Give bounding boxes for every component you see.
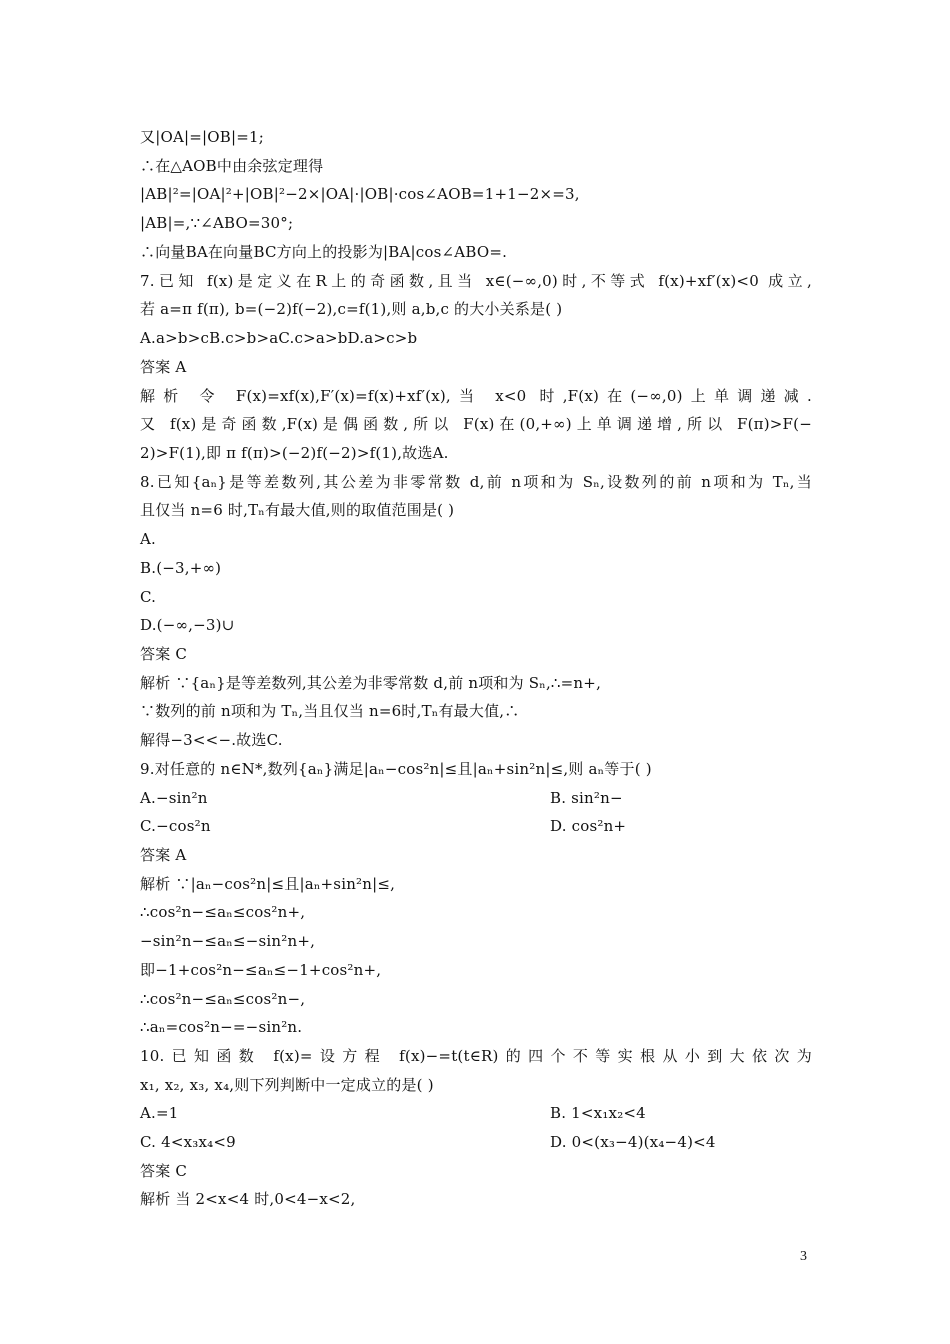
text-line: −sin²n−≤aₙ≤−sin²n+, xyxy=(140,932,316,950)
question-7-stem: 7.已知 f(x)是定义在R上的奇函数,且当 x∈(−∞,0)时,不等式 f(x)+xf′(x)<0 成立, xyxy=(140,272,812,290)
option-b: B. sin²n− xyxy=(550,789,623,807)
question-9-stem: 9.对任意的 n∈N*,数列{aₙ}满足|aₙ−cos²n|≤且|aₙ+sin²n|≤,则 aₙ等于( ) xyxy=(140,760,652,778)
text-line: 解得−3<<−.故选C. xyxy=(140,731,283,749)
answer-label: 答案 A xyxy=(140,358,187,376)
answer-label: 答案 A xyxy=(140,846,187,864)
text-line: x₁, x₂, x₃, x₄,则下列判断中一定成立的是( ) xyxy=(140,1076,434,1094)
analysis-line: 解析 令 F(x)=xf(x),F′(x)=f(x)+xf′(x),当 x<0 时,F(x)在(−∞,0)上单调递减. xyxy=(140,387,812,405)
question-10-stem: 10.已知函数 f(x)=设方程 f(x)−=t(t∈R)的四个不等实根从小到大依次为 xyxy=(140,1047,812,1065)
text-line: ∵数列的前 n项和为 Tₙ,当且仅当 n=6时,Tₙ有最大值,∴ xyxy=(140,702,520,720)
text-line: ∴向量BA在向量BC方向上的投影为|BA|cos∠ABO=. xyxy=(140,243,508,261)
analysis-line: 解析 ∵{aₙ}是等差数列,其公差为非零常数 d,前 n项和为 Sₙ,∴=n+, xyxy=(140,674,602,692)
option-c: C.−cos²n xyxy=(140,817,211,835)
question-8-stem: 8.已知{aₙ}是等差数列,其公差为非零常数 d,前 n项和为 Sₙ,设数列的前 n项和为 Tₙ,当 xyxy=(140,473,812,491)
option-b: B. 1<x₁x₂<4 xyxy=(550,1104,646,1122)
option-a: A. xyxy=(140,530,157,548)
text-line: ∴aₙ=cos²n−=−sin²n. xyxy=(140,1018,303,1036)
text-line: 且仅当 n=6 时,Tₙ有最大值,则的取值范围是( ) xyxy=(140,501,455,519)
text-line: ∴cos²n−≤aₙ≤cos²n−, xyxy=(140,990,306,1008)
option-a: A.−sin²n xyxy=(140,789,208,807)
question-7-options: A.a>b>cB.c>b>aC.c>a>bD.a>c>b xyxy=(140,329,418,347)
text-line: |AB|=,∵∠ABO=30°; xyxy=(140,214,294,232)
text-line: 又 f(x)是奇函数,F(x)是偶函数,所以 F(x)在(0,+∞)上单调递增,所以 F(π)>F(− xyxy=(140,415,812,433)
text-line: 又|OA|=|OB|=1; xyxy=(140,128,264,146)
text-line: 若 a=π f(π), b=(−2)f(−2),c=f(1),则 a,b,c 的大小关系是( ) xyxy=(140,300,563,318)
option-a: A.=1 xyxy=(140,1104,179,1122)
text-line: 即−1+cos²n−≤aₙ≤−1+cos²n+, xyxy=(140,961,382,979)
options-row xyxy=(140,816,627,836)
option-d: D. cos²n+ xyxy=(550,817,627,835)
analysis-line: 解析 当 2<x<4 时,0<4−x<2, xyxy=(140,1190,356,1208)
text-line: |AB|²=|OA|²+|OB|²−2×|OA|·|OB|·cos∠AOB=1+1−2×=3, xyxy=(140,185,580,203)
text-line: ∴cos²n−≤aₙ≤cos²n+, xyxy=(140,903,306,921)
option-c: C. xyxy=(140,588,157,606)
text-line: ∴在△AOB中由余弦定理得 xyxy=(140,157,324,175)
option-d: D.(−∞,−3)∪ xyxy=(140,616,235,634)
option-b: B.(−3,+∞) xyxy=(140,559,222,577)
options-row xyxy=(140,1103,646,1123)
page-number: 3 xyxy=(800,1249,807,1264)
analysis-line: 解析 ∵|aₙ−cos²n|≤且|aₙ+sin²n|≤, xyxy=(140,875,396,893)
options-row xyxy=(140,1132,716,1152)
answer-label: 答案 C xyxy=(140,645,188,663)
answer-label: 答案 C xyxy=(140,1162,188,1180)
options-row xyxy=(140,788,623,808)
option-c: C. 4<x₃x₄<9 xyxy=(140,1133,236,1151)
option-d: D. 0<(x₃−4)(x₄−4)<4 xyxy=(550,1133,716,1151)
text-line: 2)>F(1),即 π f(π)>(−2)f(−2)>f(1),故选A. xyxy=(140,444,449,462)
